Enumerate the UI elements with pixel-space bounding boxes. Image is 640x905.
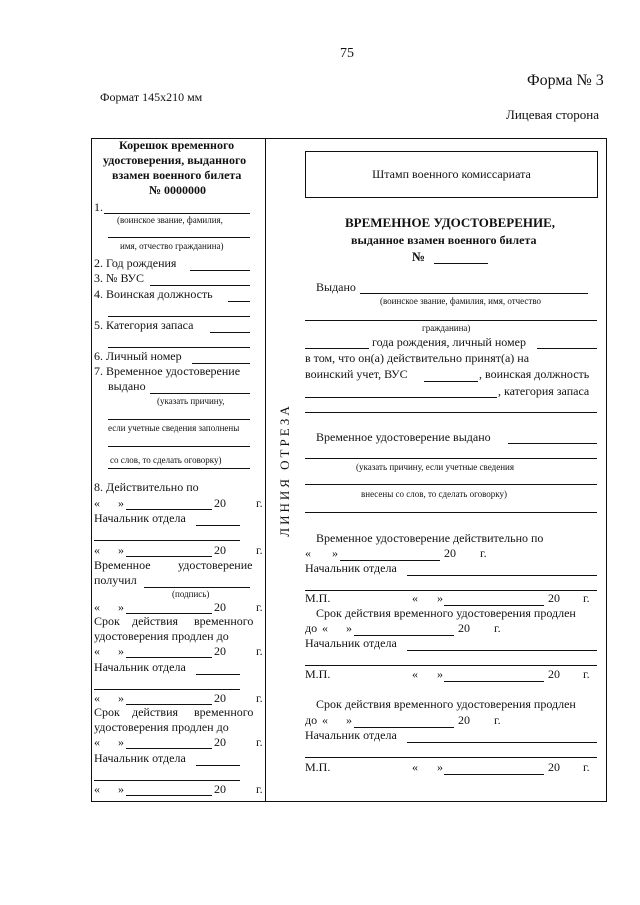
- stub-ext-3: временного: [194, 705, 254, 719]
- main-caption: (воинское звание, фамилия, имя, отчество: [380, 296, 542, 306]
- stub-line: [196, 765, 240, 766]
- main-date-open: «: [412, 667, 418, 681]
- stub-line: [228, 301, 250, 302]
- main-line: [360, 293, 588, 294]
- main-caption: (указать причину, если учетные сведения: [356, 462, 514, 472]
- stub-date-close: »: [118, 543, 124, 557]
- main-subtitle: выданное взамен военного билета: [351, 233, 537, 247]
- main-issued: Выдано: [316, 280, 356, 294]
- stub-caption: (подпись): [172, 589, 210, 599]
- main-line: [444, 774, 544, 775]
- stub-item-3: 3. № ВУС: [94, 271, 144, 285]
- stub-date-close: »: [118, 600, 124, 614]
- stub-year: 20: [214, 691, 226, 705]
- stub-year: 20: [214, 644, 226, 658]
- stub-date-open: «: [94, 782, 100, 796]
- main-caption: внесены со слов, то сделать оговорку): [361, 489, 508, 499]
- stub-date-open: «: [94, 691, 100, 705]
- stub-title-3: взамен военного билета: [112, 168, 242, 182]
- main-category-label: , категория запаса: [498, 384, 590, 398]
- stub-line: [126, 748, 212, 749]
- main-date-close: »: [332, 546, 338, 560]
- stub-date-open: «: [94, 600, 100, 614]
- main-year-g: г.: [583, 760, 590, 774]
- cut-divider: [265, 138, 266, 802]
- stub-line: [108, 347, 250, 348]
- stub-item-1: 1.: [94, 200, 103, 214]
- main-ext-to: до: [305, 621, 318, 635]
- stub-line: [94, 689, 240, 690]
- stub-line: [150, 285, 250, 286]
- main-year-g: г.: [583, 591, 590, 605]
- stub-line: [108, 468, 250, 469]
- main-line: [537, 348, 597, 349]
- stub-year-g: г.: [256, 496, 263, 510]
- main-date-close: »: [437, 667, 443, 681]
- page-number: 75: [340, 46, 354, 61]
- main-year-g: г.: [494, 713, 501, 727]
- stub-year-g: г.: [256, 735, 263, 749]
- main-line: [444, 681, 544, 682]
- stub-date-close: »: [118, 644, 124, 658]
- stub-year: 20: [214, 600, 226, 614]
- stub-item-8: 8. Действительно по: [94, 480, 199, 494]
- main-date-open: «: [412, 760, 418, 774]
- stub-received-2: удостоверение: [178, 558, 253, 572]
- stub-line: [196, 525, 240, 526]
- stub-date-close: »: [118, 735, 124, 749]
- side-label: Лицевая сторона: [506, 107, 599, 122]
- main-year-g: г.: [494, 621, 501, 635]
- stub-year-g: г.: [256, 691, 263, 705]
- main-line: [305, 458, 597, 459]
- stub-year-g: г.: [256, 543, 263, 557]
- main-line: [407, 575, 597, 576]
- main-confirm-line: в том, что он(а) действительно принят(а) на: [305, 351, 530, 365]
- stub-date-open: «: [94, 496, 100, 510]
- main-line: [305, 320, 597, 321]
- stub-ext-2: действия: [132, 705, 179, 719]
- main-line: [407, 742, 597, 743]
- stub-date-open: «: [94, 543, 100, 557]
- stamp-label: Штамп военного комиссариата: [372, 167, 531, 181]
- main-year: 20: [548, 591, 560, 605]
- cut-line-label: ЛИНИЯ ОТРЕЗА: [277, 403, 292, 537]
- stub-line: [94, 780, 240, 781]
- main-chief: Начальник отдела: [305, 636, 397, 650]
- stub-item-7b: выдано: [108, 379, 146, 393]
- stub-chief: Начальник отдела: [94, 751, 186, 765]
- main-mp: М.П.: [305, 591, 331, 605]
- main-line: [305, 397, 497, 398]
- main-title: ВРЕМЕННОЕ УДОСТОВЕРЕНИЕ,: [345, 215, 556, 230]
- stub-date-open: «: [94, 644, 100, 658]
- main-ext: Срок действия временного удостоверения продлен: [316, 606, 576, 620]
- main-line: [424, 381, 478, 382]
- main-position-label: , воинская должность: [479, 367, 590, 381]
- main-year: 20: [458, 621, 470, 635]
- main-mp: М.П.: [305, 667, 331, 681]
- stub-line: [108, 237, 250, 238]
- stub-ext-1: Срок: [94, 614, 120, 628]
- stub-line: [108, 316, 250, 317]
- main-line: [305, 484, 597, 485]
- stub-item-7a: 7. Временное удостоверение: [94, 364, 241, 378]
- main-date-open: «: [322, 713, 328, 727]
- main-date-open: «: [305, 546, 311, 560]
- main-ext: Срок действия временного удостоверения продлен: [316, 697, 576, 711]
- stub-line: [190, 270, 250, 271]
- stub-date-close: »: [118, 496, 124, 510]
- stub-year: 20: [214, 735, 226, 749]
- stub-caption: (указать причину,: [157, 396, 225, 406]
- main-date-close: »: [437, 591, 443, 605]
- stub-title-1: Корешок временного: [119, 138, 235, 152]
- stub-caption: со слов, то сделать оговорку): [110, 455, 222, 465]
- stub-chief: Начальник отдела: [94, 660, 186, 674]
- stub-line: [126, 657, 212, 658]
- stub-line: [108, 419, 250, 420]
- stub-line: [126, 795, 212, 796]
- stub-date-close: »: [118, 691, 124, 705]
- main-line: [434, 263, 488, 264]
- stub-date-close: »: [118, 782, 124, 796]
- main-year: 20: [458, 713, 470, 727]
- stub-line: [126, 556, 212, 557]
- stub-ext-4: удостоверения продлен до: [94, 720, 229, 734]
- stub-item-4: 4. Воинская должность: [94, 287, 213, 301]
- stub-year-g: г.: [256, 644, 263, 658]
- stub-title-4: № 0000000: [149, 183, 207, 197]
- stub-line: [150, 393, 250, 394]
- stub-line: [196, 674, 240, 675]
- stub-year-g: г.: [256, 600, 263, 614]
- format-label: Формат 145х210 мм: [100, 90, 203, 104]
- main-date-close: »: [346, 621, 352, 635]
- stub-ext-4: удостоверения продлен до: [94, 629, 229, 643]
- main-birth-line: года рождения, личный номер: [372, 335, 526, 349]
- main-date-close: »: [437, 760, 443, 774]
- main-line: [305, 512, 597, 513]
- main-date-open: «: [322, 621, 328, 635]
- stub-received-3: получил: [94, 573, 137, 587]
- main-year: 20: [548, 760, 560, 774]
- stub-line: [210, 332, 250, 333]
- stub-item-2: 2. Год рождения: [94, 256, 177, 270]
- stub-caption: имя, отчество гражданина): [120, 241, 224, 251]
- stub-caption: (воинское звание, фамилия,: [117, 215, 223, 225]
- stub-received-1: Временное: [94, 558, 151, 572]
- main-year-g: г.: [480, 546, 487, 560]
- main-chief: Начальник отдела: [305, 561, 397, 575]
- main-issued2: Временное удостоверение выдано: [316, 430, 491, 444]
- stub-year: 20: [214, 496, 226, 510]
- stub-line: [108, 446, 250, 447]
- stub-line: [126, 509, 212, 510]
- stub-ext-1: Срок: [94, 705, 120, 719]
- main-ext-to: до: [305, 713, 318, 727]
- stub-line: [94, 540, 240, 541]
- stub-ext-3: временного: [194, 614, 254, 628]
- form-number: Форма № 3: [527, 72, 604, 89]
- main-line: [305, 412, 597, 413]
- stub-year: 20: [214, 543, 226, 557]
- stub-line: [104, 213, 250, 214]
- main-chief: Начальник отдела: [305, 728, 397, 742]
- main-year: 20: [548, 667, 560, 681]
- stub-year: 20: [214, 782, 226, 796]
- stub-date-open: «: [94, 735, 100, 749]
- main-year: 20: [444, 546, 456, 560]
- main-line: [305, 757, 597, 758]
- stub-year-g: г.: [256, 782, 263, 796]
- main-number: №: [412, 249, 426, 264]
- main-mp: М.П.: [305, 760, 331, 774]
- main-date-open: «: [412, 591, 418, 605]
- stub-chief: Начальник отдела: [94, 511, 186, 525]
- main-line: [508, 443, 597, 444]
- stub-caption: если учетные сведения заполнены: [108, 423, 240, 433]
- main-valid: Временное удостоверение действительно по: [316, 531, 544, 545]
- stamp-box: [305, 151, 598, 198]
- main-date-close: »: [346, 713, 352, 727]
- stub-item-5: 5. Категория запаса: [94, 318, 194, 332]
- stub-ext-2: действия: [132, 614, 179, 628]
- stub-line: [144, 587, 250, 588]
- main-vus-label: воинский учет, ВУС: [305, 367, 408, 381]
- main-caption: гражданина): [422, 323, 471, 333]
- main-line: [305, 348, 369, 349]
- stub-item-6: 6. Личный номер: [94, 349, 182, 363]
- main-line: [407, 650, 597, 651]
- stub-title-2: удостоверения, выданного: [103, 153, 247, 167]
- main-line: [305, 665, 597, 666]
- main-year-g: г.: [583, 667, 590, 681]
